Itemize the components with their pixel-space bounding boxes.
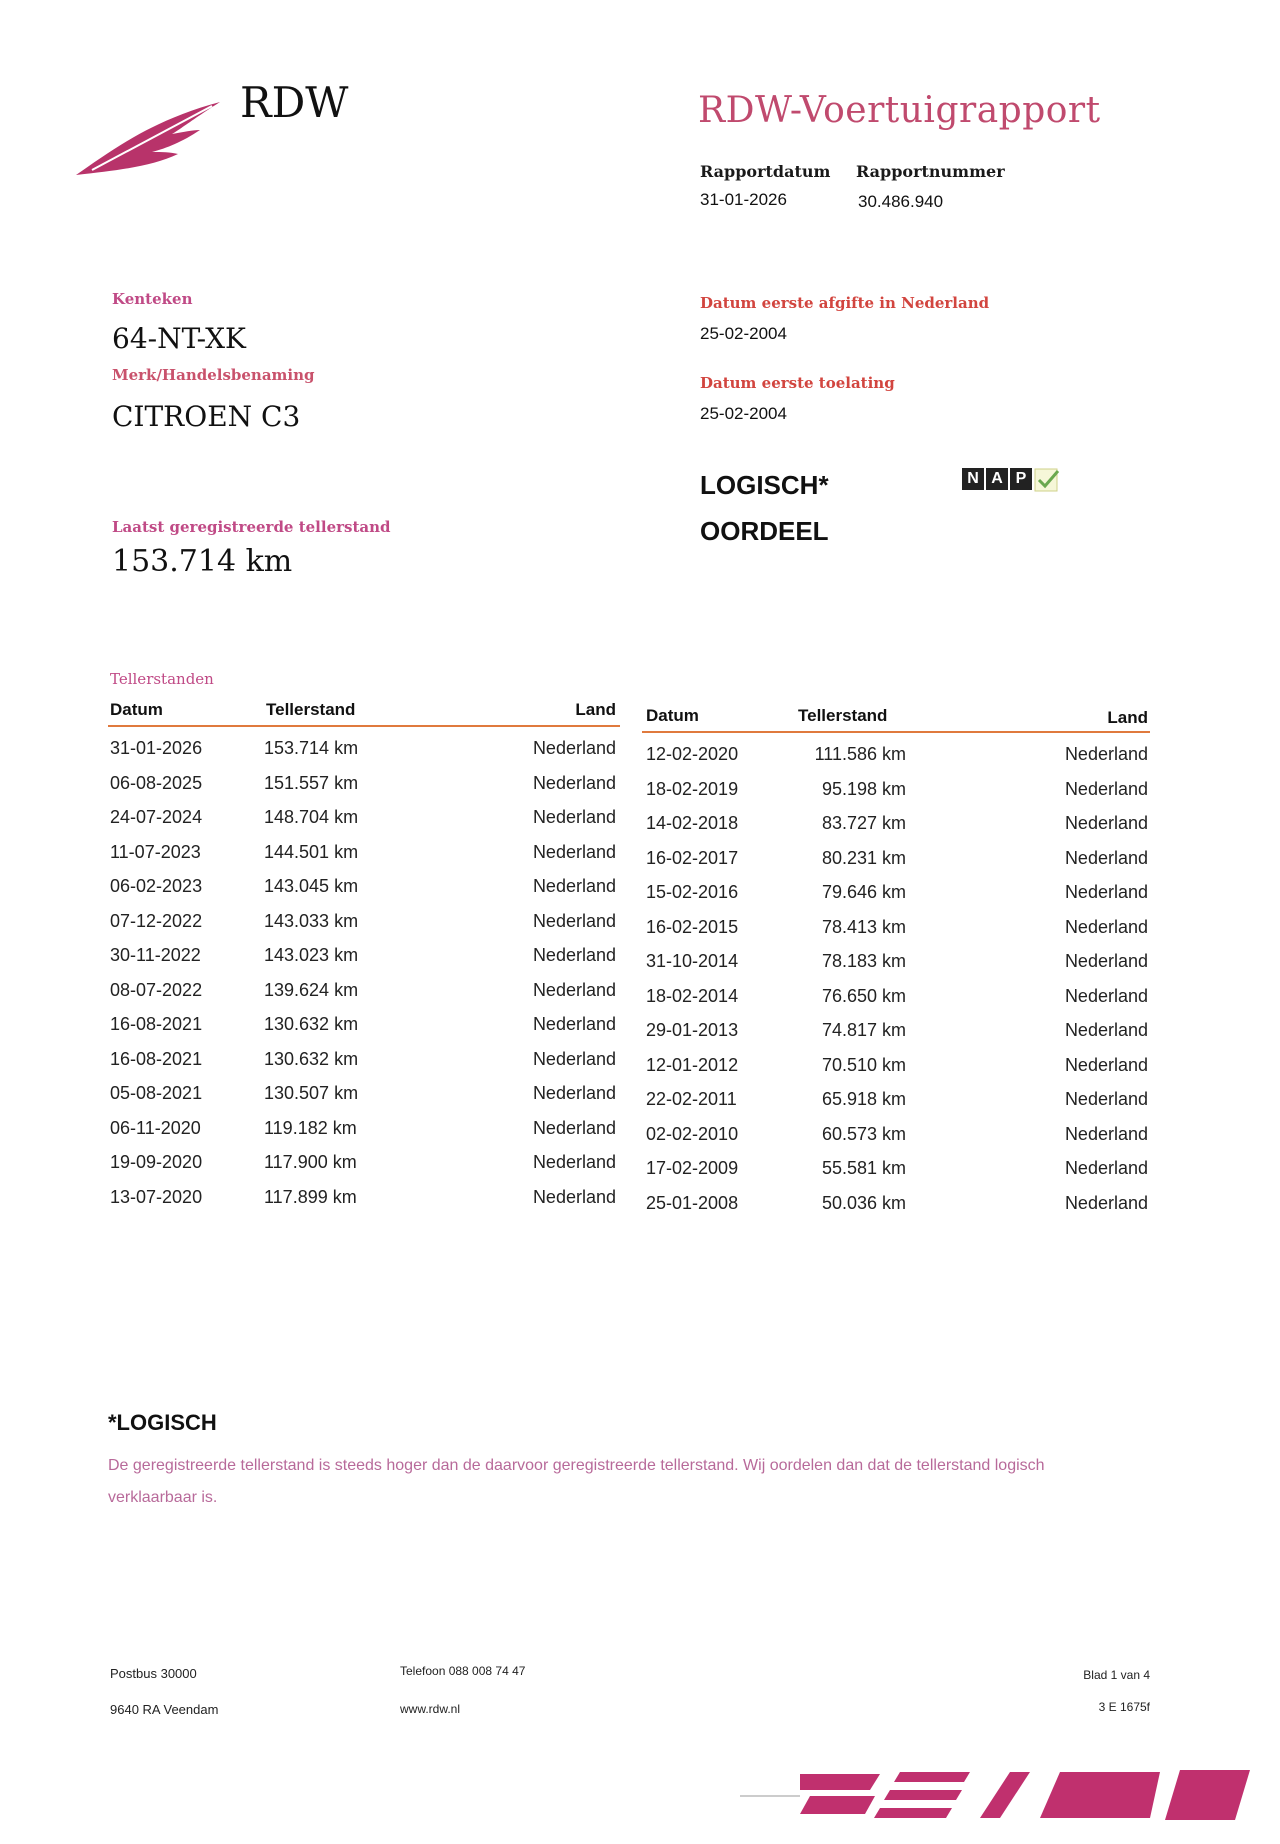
first-admission-label: Datum eerste toelating [700,374,895,392]
cell-country: Nederland [1064,1089,1148,1109]
cell-reading: 153.714 km [264,738,359,758]
cell-reading: 78.413 km [821,916,906,937]
readings-section-label: Tellerstanden [110,670,214,688]
cell-date: 05-08-2021 [110,1083,203,1103]
cell-reading: 148.704 km [264,807,359,827]
cell-reading: 143.023 km [264,945,359,965]
rdw-feather-icon [72,90,222,180]
footnote-text: De geregistreerde tellerstand is steeds hoger dan de daarvoor geregistreerde tellerstand. Wij oordelen dan dat de tellerstand logisch verklaarbaar is. [108,1457,1045,1506]
cell-date: 29-01-2013 [646,1020,739,1040]
cell-reading: 70.510 km [821,1054,906,1075]
cell-reading: 130.632 km [264,1048,359,1069]
last-reading-label: Laatst geregistreerde tellerstand [112,518,391,536]
cell-reading: 143.033 km [264,910,359,931]
cell-date: 12-01-2012 [646,1054,739,1075]
cell-country: Nederland [1064,1123,1148,1144]
cell-reading: 117.900 km [264,1152,357,1172]
footer-city: 9640 RA Veendam [110,1702,219,1717]
nap-check-icon [1034,468,1060,497]
cell-date: 31-01-2026 [110,738,203,758]
footer-website[interactable]: www.rdw.nl [400,1702,461,1716]
cell-country: Nederland [1064,847,1148,868]
cell-reading: 78.183 km [821,951,906,971]
cell-reading: 60.573 km [821,1123,906,1144]
cell-reading: 130.507 km [264,1083,359,1103]
footer-page: Blad 1 van 4 [1083,1668,1150,1682]
nap-letter-n: N [962,468,984,490]
right-header-date: Datum [646,706,699,725]
cell-date: 06-11-2020 [110,1117,201,1138]
cell-country: Nederland [532,1186,616,1207]
first-issue-label: Datum eerste afgifte in Nederland [700,294,990,312]
cell-country: Nederland [1064,744,1148,764]
cell-date: 19-09-2020 [110,1152,203,1172]
cell-reading: 83.727 km [821,813,906,833]
nap-letter-p: P [1010,468,1032,490]
cell-country: Nederland [532,807,616,827]
cell-reading: 79.646 km [821,882,906,902]
cell-country: Nederland [532,1152,616,1172]
right-header-reading: Tellerstand [798,706,888,725]
cell-date: 18-02-2019 [646,778,739,799]
logo-text: RDW [240,78,349,127]
cell-date: 13-07-2020 [110,1186,203,1207]
cell-date: 18-02-2014 [646,985,739,1006]
cell-country: Nederland [1064,1158,1148,1178]
right-header-rule [642,731,1150,733]
cell-reading: 139.624 km [264,979,359,1000]
cell-reading: 130.632 km [264,1014,359,1034]
cell-country: Nederland [1064,1054,1148,1075]
footer-phone: Telefoon 088 008 74 47 [400,1664,526,1678]
footer-postbus: Postbus 30000 [110,1666,197,1681]
cell-date: 12-02-2020 [646,744,739,764]
cell-reading: 76.650 km [821,985,906,1006]
cell-date: 16-02-2017 [646,847,739,868]
cell-reading: 50.036 km [821,1192,906,1213]
cell-date: 06-02-2023 [110,876,203,896]
cell-date: 24-07-2024 [110,807,203,827]
cell-country: Nederland [532,738,616,758]
cell-reading: 151.557 km [264,772,359,793]
report-date-label: Rapportdatum [700,162,831,181]
cell-country: Nederland [532,772,616,793]
cell-date: 16-08-2021 [110,1014,203,1034]
cell-country: Nederland [1064,1020,1148,1040]
right-header-country: Land [1107,708,1148,727]
footer-stripes-icon [740,1764,1260,1824]
cell-country: Nederland [532,1048,616,1069]
cell-country: Nederland [532,1014,616,1034]
report-date: 31-01-2026 [700,190,787,209]
cell-reading: 74.817 km [821,1020,906,1040]
cell-country: Nederland [1064,813,1148,833]
cell-country: Nederland [532,841,616,862]
cell-country: Nederland [1064,1192,1148,1213]
cell-country: Nederland [532,876,616,896]
cell-reading: 111.586 km [814,744,906,764]
cell-date: 07-12-2022 [110,910,203,931]
footer-code: 3 E 1675f [1098,1700,1150,1714]
merk-value: CITROEN C3 [112,400,301,433]
cell-country: Nederland [532,1083,616,1103]
cell-country: Nederland [532,910,616,931]
verdict-line2: OORDEEL [700,516,829,546]
report-number-label: Rapportnummer [856,162,1005,181]
cell-reading: 95.198 km [821,778,906,799]
kenteken-value: 64-NT-XK [112,322,246,355]
cell-date: 08-07-2022 [110,979,203,1000]
cell-date: 11-07-2023 [110,841,201,862]
cell-reading: 119.182 km [264,1117,357,1138]
cell-date: 17-02-2009 [646,1158,739,1178]
cell-country: Nederland [1064,916,1148,937]
merk-label: Merk/Handelsbenaming [112,366,315,384]
cell-reading: 55.581 km [821,1158,906,1178]
cell-reading: 143.045 km [264,876,359,896]
verdict-line1: LOGISCH* [700,470,829,500]
left-header-rule [108,725,620,727]
cell-date: 25-01-2008 [646,1192,739,1213]
cell-date: 30-11-2022 [110,945,201,965]
cell-reading: 117.899 km [264,1186,357,1207]
cell-date: 15-02-2016 [646,882,739,902]
cell-country: Nederland [1064,882,1148,902]
cell-reading: 65.918 km [821,1089,906,1109]
nap-letter-a: A [986,468,1008,490]
cell-date: 14-02-2018 [646,813,739,833]
cell-country: Nederland [532,979,616,1000]
cell-country: Nederland [1064,778,1148,799]
report-number: 30.486.940 [858,192,944,211]
cell-country: Nederland [532,1117,616,1138]
cell-date: 16-02-2015 [646,916,739,937]
kenteken-label: Kenteken [112,290,193,308]
footnote-title: *LOGISCH [108,1410,217,1435]
left-header-reading: Tellerstand [266,700,356,719]
cell-country: Nederland [1064,985,1148,1006]
first-admission-value: 25-02-2004 [700,404,787,423]
cell-date: 16-08-2021 [110,1048,203,1069]
cell-reading: 144.501 km [264,841,359,862]
nap-badge [962,468,1060,497]
report-title: RDW-Voertuigrapport [698,90,1101,131]
cell-date: 06-08-2025 [110,772,203,793]
cell-date: 22-02-2011 [646,1089,737,1109]
left-header-country: Land [575,700,616,719]
cell-country: Nederland [1064,951,1148,971]
left-header-date: Datum [110,700,163,719]
cell-date: 02-02-2010 [646,1123,739,1144]
last-reading-value: 153.714 km [112,544,293,579]
cell-country: Nederland [532,945,616,965]
cell-date: 31-10-2014 [646,951,739,971]
rdw-logo [72,90,222,180]
first-issue-value: 25-02-2004 [700,324,787,343]
cell-reading: 80.231 km [821,847,906,868]
